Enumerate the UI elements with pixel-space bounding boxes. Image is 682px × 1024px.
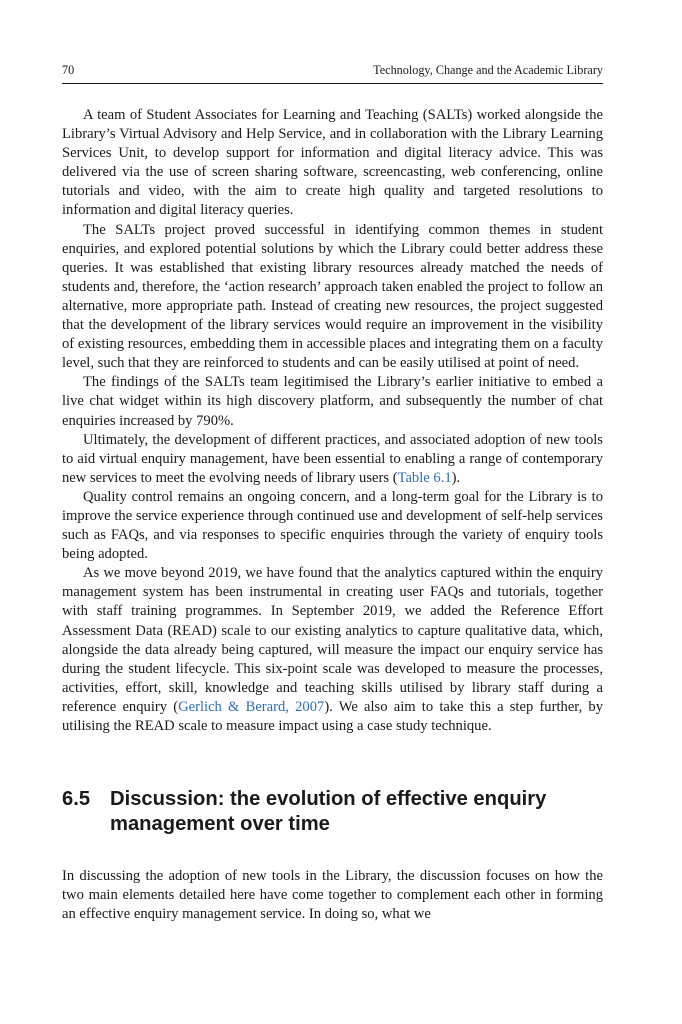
book-title: Technology, Change and the Academic Library <box>373 63 603 77</box>
paragraph-text: ). We also aim to take this a step further, by utilising the READ scale to measure impact using a case study technique. <box>62 698 604 734</box>
section-heading <box>62 787 603 836</box>
paragraph-text: The findings of the SALTs team legitimised the Library’s earlier initiative to embed a live chat widget within its high discovery platform, and subsequently the number of chat enquiries increased by 790%. <box>62 374 603 429</box>
paragraph-findings <box>62 373 603 430</box>
section-title: Discussion: the evolution of effective enquiry management over time <box>110 788 547 835</box>
section-number: 6.5 <box>62 788 91 811</box>
paragraph-text: The SALTs project proved successful in identifying common themes in student enquiries, and explored potential solutions by which the Library could better address these queries. It was established that existing library resources already matched the needs of students and, therefore, the ‘action research’ approach taken enabled the project to follow an alternative, more appropriate path. Instead of creating new resources, the project suggested that the development of the library services would require an improvement in the visibility of existing resources, embedding them in accessible places and integrating them on a faculty level, such that they are reinforced to students and can be easily utilised at point of need. <box>62 221 603 372</box>
paragraph-salts-team <box>62 106 603 221</box>
paragraph-quality-control <box>62 488 603 564</box>
paragraph-text: In discussing the adoption of new tools in the Library, the discussion focuses on how the two main elements detailed here have come together to complement each other in forming an effective enquiry management service. In doing so, what we <box>62 868 603 923</box>
paragraph-text: A team of Student Associates for Learning and Teaching (SALTs) worked alongside the Library’s Virtual Advisory and Help Service, and in collaboration with the Library Learning Services Unit, to develop support for information and digital literacy advice. This was delivered via the use of screen sharing software, screencasting, web conferencing, online tutorials and video, with the aim to create high quality and targeted resolutions to information and digital literacy queries. <box>62 107 603 219</box>
paragraph-text: Ultimately, the development of different practices, and associated adoption of new tools to aid virtual enquiry management, have been essential to enabling a range of contemporary new services to meet the evolving needs of library users ( <box>62 431 603 486</box>
body-text <box>62 106 603 736</box>
paragraph-text: As we move beyond 2019, we have found that the analytics captured within the enquiry management system has been instrumental in creating user FAQs and tutorials, together with staff training programmes. In September 2019, we added the Reference Effort Assessment Data (READ) scale to our existing analytics to capture qualitative data, which, alongside the data already being captured, will measure the impact our enquiry service has during the student lifecycle. This six-point scale was developed to measure the processes, activities, effort, skill, knowledge and teaching skills utilised by library staff during a reference enquiry ( <box>62 565 603 715</box>
page-number: 70 <box>62 63 75 77</box>
running-head <box>62 62 603 84</box>
paragraph-text: ). <box>451 469 461 486</box>
table-reference-link[interactable]: Table 6.1 <box>397 469 452 486</box>
paragraph-text: Quality control remains an ongoing concern, and a long-term goal for the Library is to improve the service experience through continued use and development of self-help services such as FAQs, and via responses to specific enquiries through the variety of enquiry tools being adopted. <box>62 488 603 563</box>
paragraph-ultimately <box>62 431 603 488</box>
book-page <box>62 62 603 924</box>
citation-link[interactable]: Gerlich & Berard, 2007 <box>178 698 325 715</box>
paragraph-salts-project <box>62 221 603 374</box>
paragraph-discussion <box>62 867 603 924</box>
paragraph-analytics <box>62 564 603 736</box>
